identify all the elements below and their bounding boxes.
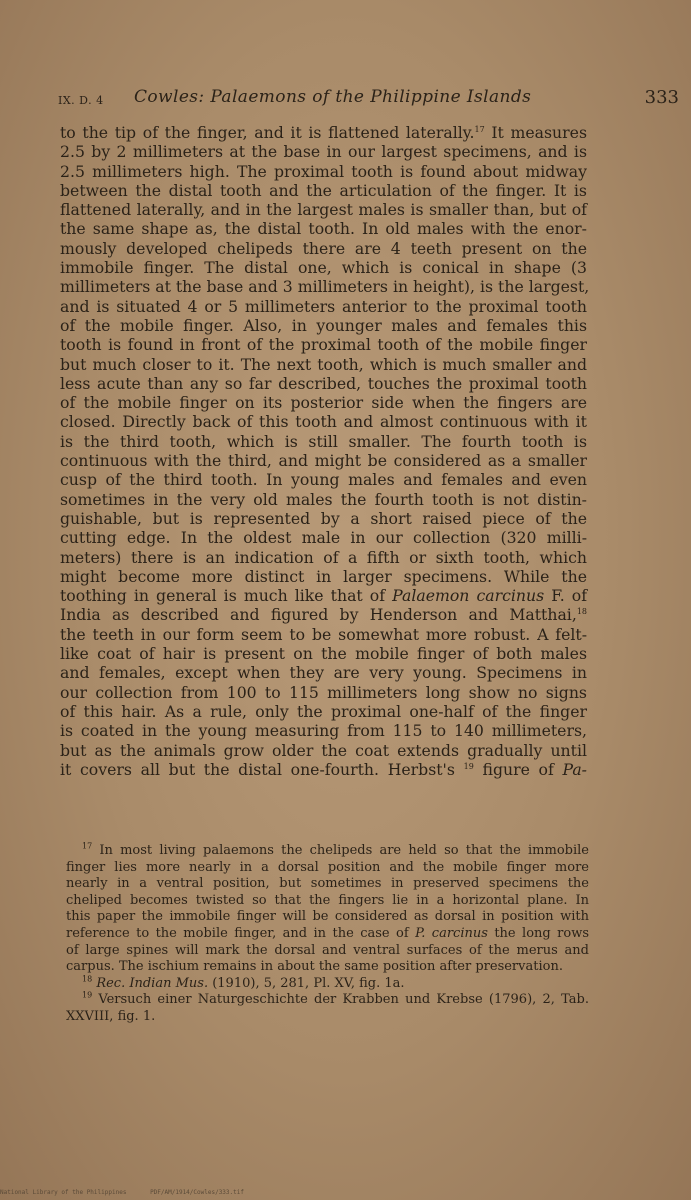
- body-line: like coat of hair is present on the mobile finger of both males: [60, 644, 587, 664]
- body-line: flattened laterally, and in the largest males is smaller than, but of: [60, 200, 587, 220]
- body-line: guishable, but is represented by a short raised piece of the: [60, 508, 587, 528]
- footnotes: [66, 843, 589, 1026]
- body-line: the teeth in our form seem to be somewhat more robust. A felt-: [60, 624, 587, 644]
- body-line: might become more distinct in larger specimens. While the: [60, 566, 587, 586]
- footnote-18: $^{18}$ Rec. Indian Mus. (1910), 5, 281, Pl. XV, fig. 1a.: [82, 974, 405, 991]
- body-line: immobile finger. The distal one, which is conical in shape (3: [60, 258, 587, 278]
- body-text: [60, 123, 590, 779]
- body-line: the same shape as, the distal tooth. In old males with the enor-: [60, 219, 587, 239]
- species-name: Palaemon carcinus: [392, 586, 545, 606]
- volume-number: IX. D. 4: [58, 94, 104, 107]
- body-line: of the mobile finger on its posterior side when the fingers are: [60, 393, 587, 413]
- body-line: 2.5 by 2 millimeters at the base in our largest specimens, and is: [60, 142, 587, 162]
- running-header: [40, 86, 679, 114]
- body-line: our collection from 100 to 115 millimeters long show no signs: [60, 682, 587, 702]
- body-line: and is situated 4 or 5 millimeters anterior to the proximal tooth: [60, 296, 587, 316]
- body-line: cutting edge. In the oldest male in our collection (320 milli-: [60, 528, 587, 548]
- body-line: India as described and figured by Henderson and Matthai,$^{18}$: [60, 605, 587, 625]
- body-line: mously developed chelipeds there are 4 teeth present on the: [60, 238, 587, 258]
- body-line: but much closer to it. The next tooth, which is much smaller and: [60, 354, 587, 374]
- running-title: Cowles: Palaemons of the Philippine Islands: [134, 87, 532, 107]
- footnote-17: $^{17}$ In most living palaemons the chelipeds are held so that the immobile finger lies more nearly in a dorsal position and the mobile finger more nearly in a ventral position, but sometimes in preserved specimens the cheliped becomes twisted so that the fingers lie in a horizontal plane. In this paper the immobile finger will be considered as dorsal in position with reference to the mobile finger, and in the case of P. carcinus the long rows of large spines will mark the dorsal and ventral surfaces of the merus and carpus. The ischium remains in about the same position after preservation.: [66, 841, 589, 975]
- scan-source: National Library of the Philippines: [0, 1189, 127, 1196]
- footnote-ref-18: 18: [576, 607, 587, 617]
- scan-file: PDF/AM/1914/Cowles/333.tif: [150, 1189, 244, 1196]
- body-line: 2.5 millimeters high. The proximal tooth is found about midway: [60, 161, 587, 181]
- scan-footer-strip: [0, 1189, 264, 1196]
- body-line: less acute than any so far described, touches the proximal tooth: [60, 373, 587, 393]
- body-line: between the distal tooth and the articulation of the finger. It is: [60, 180, 587, 200]
- body-line: it covers all but the distal one-fourth. Herbst's $^{19}$ figure of Pa-: [60, 759, 587, 779]
- body-line: continuous with the third, and might be considered as a smaller: [60, 451, 587, 471]
- body-line: sometimes in the very old males the fourth tooth is not distin-: [60, 489, 587, 509]
- body-line: millimeters at the base and 3 millimeters in height), is the largest,: [60, 277, 590, 297]
- body-line: to the tip of the finger, and it is flattened laterally.$^{17}$ It measures: [60, 123, 587, 142]
- body-line: and females, except when they are very young. Specimens in: [60, 663, 587, 683]
- footnote-ref-17: 17: [474, 124, 485, 134]
- body-line: cusp of the third tooth. In young males and females and even: [60, 470, 587, 490]
- page-number: 333: [644, 87, 679, 108]
- body-line: closed. Directly back of this tooth and almost continuous with it: [60, 412, 587, 432]
- body-line: of this hair. As a rule, only the proximal one-half of the finger: [60, 701, 587, 721]
- body-line: but as the animals grow older the coat extends gradually until: [60, 740, 587, 760]
- footnote-ref-19: 19: [463, 761, 474, 771]
- body-line: of the mobile finger. Also, in younger males and females this: [60, 315, 587, 335]
- body-line: toothing in general is much like that of Palaemon carcinus F. of: [60, 586, 588, 606]
- body-line: is coated in the young measuring from 115 to 140 millimeters,: [60, 721, 587, 741]
- body-line: is the third tooth, which is still smaller. The fourth tooth is: [60, 431, 587, 451]
- body-line: meters) there is an indication of a fifth or sixth tooth, which: [60, 547, 587, 567]
- footnote-19: $^{19}$ Versuch einer Naturgeschichte der Krabben und Krebse (1796), 2, Tab. XXVIII, fig. 1.: [66, 991, 589, 1024]
- body-line: tooth is found in front of the proximal tooth of the mobile finger: [60, 335, 587, 355]
